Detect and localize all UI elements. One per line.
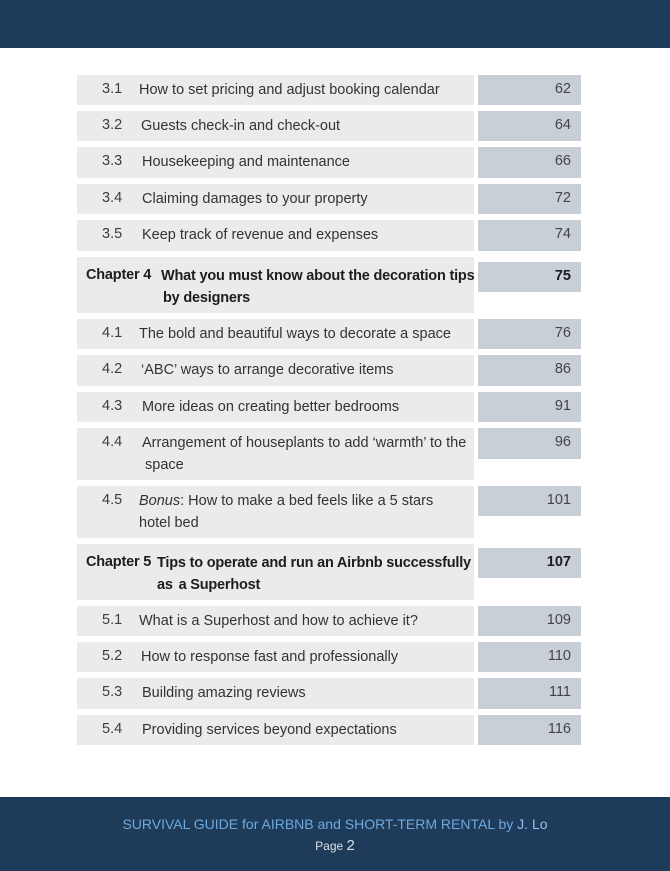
book-title: SURVIVAL GUIDE for AIRBNB and SHORT-TERM RENTAL by	[122, 816, 518, 832]
chapter-title-line2: a Superhost	[178, 577, 261, 593]
page-number: 96	[554, 434, 571, 450]
header-bar	[0, 0, 670, 48]
footer-book-title	[0, 816, 670, 832]
section-title-line1: Arrangement of houseplants to add ‘warmth’ to the	[142, 435, 467, 451]
page-number: 91	[554, 398, 571, 414]
section-number: 4.3	[102, 398, 123, 414]
toc-entry[interactable]	[0, 642, 670, 672]
section-title	[139, 490, 469, 534]
toc-entry[interactable]	[0, 428, 670, 480]
page-number: 64	[554, 117, 571, 133]
chapter-title	[157, 552, 477, 596]
section-title-italic: Bonus	[139, 493, 181, 509]
toc-entry[interactable]	[0, 392, 670, 422]
page-number: 66	[554, 153, 571, 169]
section-title: Claiming damages to your property	[142, 191, 368, 207]
section-number: 5.3	[102, 684, 123, 700]
page-label: Page	[315, 839, 347, 853]
toc-entry[interactable]	[0, 75, 670, 105]
footer-page-indicator	[0, 837, 670, 854]
section-title-line2: hotel bed	[139, 515, 199, 531]
toc-entry[interactable]	[0, 715, 670, 745]
page-number: 86	[554, 361, 571, 377]
section-title: How to response fast and professionally	[141, 649, 399, 665]
toc-entry[interactable]	[0, 678, 670, 709]
page-number: 111	[548, 684, 571, 700]
section-number: 3.1	[102, 81, 123, 97]
section-number: 5.4	[102, 721, 123, 737]
toc-entry[interactable]	[0, 486, 670, 538]
chapter-title-line1: Tips to operate and run an Airbnb successfully as	[157, 555, 471, 593]
toc-entry[interactable]	[0, 147, 670, 178]
toc-entry[interactable]	[0, 184, 670, 214]
footer-page-number: 2	[346, 837, 355, 854]
section-title: Keep track of revenue and expenses	[142, 227, 379, 243]
page-number: 75	[554, 268, 571, 284]
section-number: 5.2	[102, 648, 123, 664]
chapter-title-line1: What you must know about the decoration tips	[161, 268, 475, 284]
section-title-line1: : How to make a bed feels like a 5 stars	[180, 493, 434, 509]
page-number: 74	[554, 226, 571, 242]
section-title: Providing services beyond expectations	[142, 722, 397, 738]
chapter-title	[161, 265, 476, 309]
page-number: 76	[554, 325, 571, 341]
section-number: 4.5	[102, 492, 123, 508]
toc-entry[interactable]	[0, 220, 670, 251]
section-number: 3.4	[102, 190, 123, 206]
toc-chapter[interactable]	[0, 257, 670, 313]
section-number: 3.3	[102, 153, 123, 169]
toc-entry[interactable]	[0, 606, 670, 636]
page-number: 116	[547, 721, 571, 737]
section-number: 3.2	[102, 117, 123, 133]
toc-entry[interactable]	[0, 319, 670, 349]
section-title: What is a Superhost and how to achieve it?	[139, 613, 418, 629]
page-number: 110	[547, 648, 571, 664]
page-number: 101	[546, 492, 571, 508]
chapter-label: Chapter 5	[86, 554, 152, 570]
section-title: More ideas on creating better bedrooms	[142, 399, 400, 415]
section-number: 4.2	[102, 361, 123, 377]
section-title	[142, 432, 472, 476]
page-number: 109	[546, 612, 571, 628]
section-title: Housekeeping and maintenance	[142, 154, 350, 170]
section-title: ‘ABC’ ways to arrange decorative items	[141, 362, 394, 378]
section-number: 5.1	[102, 612, 123, 628]
page-number: 107	[546, 554, 571, 570]
section-number: 3.5	[102, 226, 123, 242]
page-number: 72	[554, 190, 571, 206]
toc-chapter[interactable]	[0, 544, 670, 600]
footer	[0, 797, 670, 871]
section-number: 4.1	[102, 325, 123, 341]
chapter-label: Chapter 4	[86, 267, 152, 283]
chapter-title-line2: by designers	[163, 290, 251, 306]
section-title: Building amazing reviews	[142, 685, 306, 701]
author-name: J. Lo	[517, 816, 548, 832]
section-number: 4.4	[102, 434, 123, 450]
page-number: 62	[554, 81, 571, 97]
section-title: Guests check-in and check-out	[141, 118, 341, 134]
section-title: How to set pricing and adjust booking calendar	[139, 82, 440, 98]
toc-entry[interactable]	[0, 355, 670, 386]
section-title: The bold and beautiful ways to decorate a space	[139, 326, 451, 342]
section-title-line2: space	[145, 457, 184, 473]
toc-entry[interactable]	[0, 111, 670, 141]
